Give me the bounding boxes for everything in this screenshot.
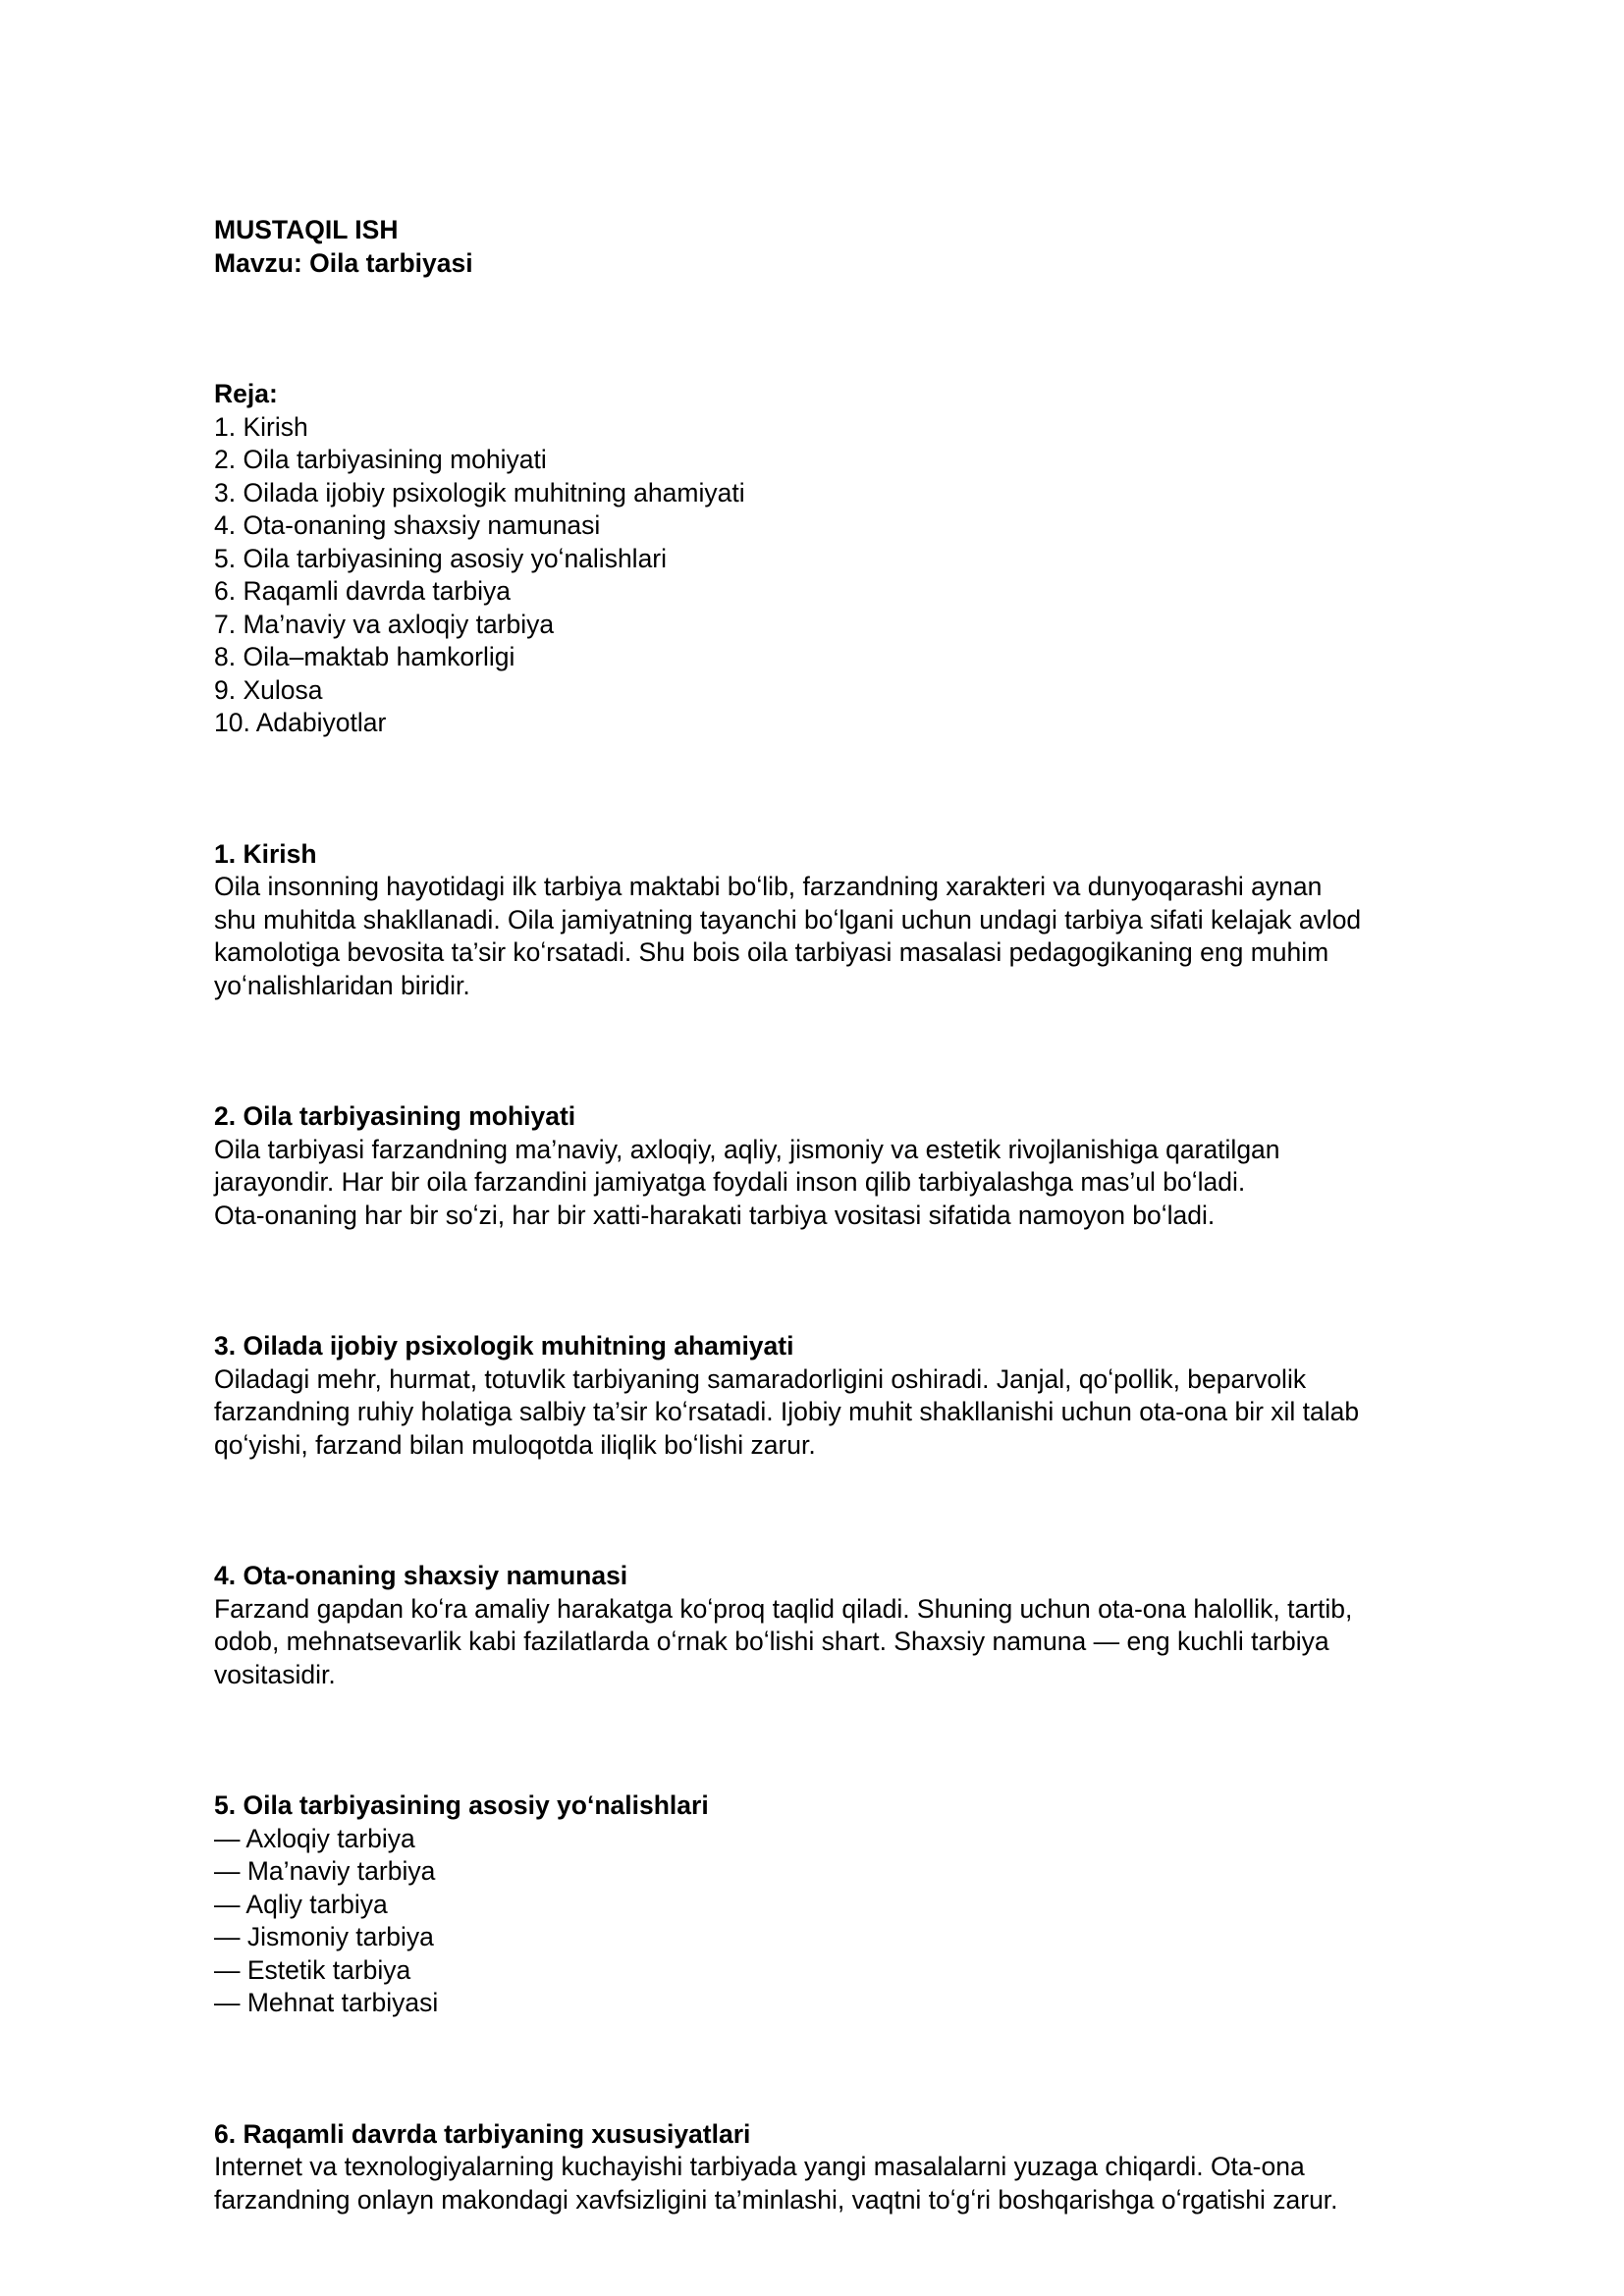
section-main-directions xyxy=(214,1789,1432,2020)
plan-item: 9. Xulosa xyxy=(214,674,323,705)
section-text-line: yoʻnalishlaridan biridir. xyxy=(214,970,470,1000)
plan-item: 1. Kirish xyxy=(214,411,308,442)
spacer xyxy=(214,2020,1432,2118)
section-psychological-climate xyxy=(214,1330,1432,1462)
spacer xyxy=(214,740,1432,838)
direction-list-item: — Ma’naviy tarbiya xyxy=(214,1856,436,1886)
section-heading: 1. Kirish xyxy=(214,838,317,869)
section-digital-era xyxy=(214,2118,1432,2217)
document-title: MUSTAQIL ISH xyxy=(214,215,399,244)
direction-list-item: — Jismoniy tarbiya xyxy=(214,1922,434,1951)
plan-item: 2. Oila tarbiyasining mohiyati xyxy=(214,445,547,474)
section-personal-example xyxy=(214,1560,1432,1691)
document-page xyxy=(214,214,1432,2216)
section-text-line: farzandning onlayn makondagi xavfsizligini ta’minlashi, vaqtni toʻgʻri boshqarishga oʻrgatishi zarur. xyxy=(214,2184,1338,2215)
section-text-line: shu muhitda shakllanadi. Oila jamiyatning tayanchi boʻlgani uchun undagi tarbiya sifati kelajak avlod xyxy=(214,904,1362,934)
spacer xyxy=(214,1691,1432,1789)
section-text-line: Internet va texnologiyalarning kuchayishi tarbiyada yangi masalalarni yuzaga chiqardi. Ota-ona xyxy=(214,2152,1305,2181)
direction-list-item: — Aqliy tarbiya xyxy=(214,1889,388,1919)
plan-item: 5. Oila tarbiyasining asosiy yoʻnalishlari xyxy=(214,543,668,573)
section-heading: 3. Oilada ijobiy psixologik muhitning ahamiyati xyxy=(214,1331,794,1361)
section-essence xyxy=(214,1100,1432,1232)
section-text-line: Oila tarbiyasi farzandning ma’naviy, axloqiy, aqliy, jismoniy va estetik rivojlanishiga qaratilgan xyxy=(214,1134,1280,1164)
section-text-line: Ota-onaning har bir soʻzi, har bir xatti-harakati tarbiya vositasi sifatida namoyon boʻladi. xyxy=(214,1200,1216,1230)
plan-item: 7. Ma’naviy va axloqiy tarbiya xyxy=(214,609,555,639)
plan-item: 6. Raqamli davrda tarbiya xyxy=(214,576,511,606)
section-text-line: Oila insonning hayotidagi ilk tarbiya maktabi boʻlib, farzandning xarakteri va dunyoqarashi aynan xyxy=(214,872,1323,901)
section-text-line: vositasidir. xyxy=(214,1659,336,1689)
section-text-line: odob, mehnatsevarlik kabi fazilatlarda oʻrnak boʻlishi shart. Shaxsiy namuna — eng kuchli tarbiya xyxy=(214,1627,1329,1656)
section-text-line: Farzand gapdan koʻra amaliy harakatga koʻproq taqlid qiladi. Shuning uchun ota-ona halollik, tartib, xyxy=(214,1593,1353,1624)
section-heading: 4. Ota-onaning shaxsiy namunasi xyxy=(214,1561,628,1590)
section-heading: 2. Oila tarbiyasining mohiyati xyxy=(214,1101,576,1131)
direction-list-item: — Mehnat tarbiyasi xyxy=(214,1988,439,2017)
plan-item: 10. Adabiyotlar xyxy=(214,708,387,737)
document-subject: Mavzu: Oila tarbiyasi xyxy=(214,247,473,278)
direction-list-item: — Estetik tarbiya xyxy=(214,1954,411,1985)
plan-item: 4. Ota-onaning shaxsiy namunasi xyxy=(214,510,601,540)
section-text-line: farzandning ruhiy holatiga salbiy ta’sir koʻrsatadi. Ijobiy muhit shakllanishi uchun ota-ona bir xil talab xyxy=(214,1397,1360,1426)
spacer xyxy=(214,1232,1432,1330)
plan-block xyxy=(214,378,1432,740)
section-text-line: Oiladagi mehr, hurmat, totuvlik tarbiyaning samaradorligini oshiradi. Janjal, qoʻpollik, beparvolik xyxy=(214,1363,1307,1394)
section-text-line: jarayondir. Har bir oila farzandini jamiyatga foydali inson qilib tarbiyalashga mas’ul boʻladi. xyxy=(214,1167,1246,1197)
section-text-line: kamolotiga bevosita ta’sir koʻrsatadi. Shu bois oila tarbiyasi masalasi pedagogikaning eng muhim xyxy=(214,937,1329,967)
plan-heading: Reja: xyxy=(214,379,278,408)
plan-item: 8. Oila–maktab hamkorligi xyxy=(214,642,515,671)
section-introduction xyxy=(214,838,1432,1003)
spacer xyxy=(214,1462,1432,1560)
plan-item: 3. Oilada ijobiy psixologik muhitning ahamiyati xyxy=(214,477,745,507)
spacer xyxy=(214,1002,1432,1100)
direction-list-item: — Axloqiy tarbiya xyxy=(214,1823,415,1853)
section-heading: 5. Oila tarbiyasining asosiy yoʻnalishlari xyxy=(214,1790,709,1820)
section-text-line: qoʻyishi, farzand bilan muloqotda iliqlik boʻlishi zarur. xyxy=(214,1429,816,1460)
section-heading: 6. Raqamli davrda tarbiyaning xususiyatlari xyxy=(214,2118,751,2149)
document-header xyxy=(214,214,1432,280)
spacer xyxy=(214,280,1432,378)
